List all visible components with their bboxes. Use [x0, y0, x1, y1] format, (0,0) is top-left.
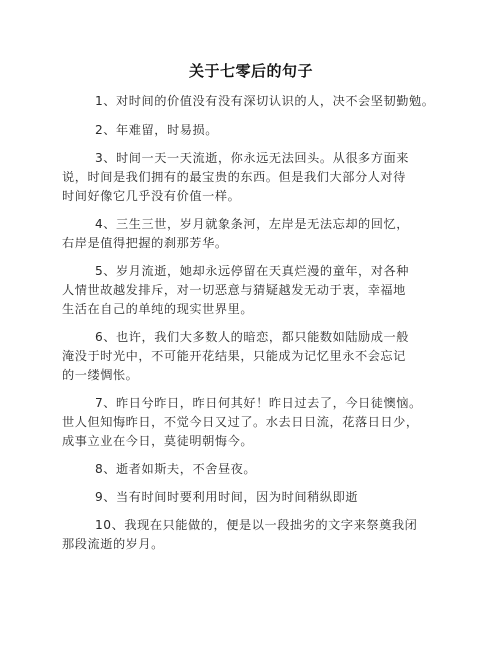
text-line: 那段流逝的岁月。 — [62, 537, 164, 551]
text-line: 人情世故越发排斥，对一切恶意与猜疑越发无动于衷，幸福地 — [62, 283, 406, 297]
text-line: 6、也许，我们大多数人的暗恋，都只能数如陆励成一般 — [95, 330, 410, 344]
text-line: 3、时间一天一天流逝，你永远无法回头。从很多方面来 — [95, 151, 410, 165]
text-line: 的一缕惆怅。 — [62, 368, 139, 382]
page-title: 关于七零后的句子 — [188, 62, 313, 80]
text-line: 右岸是值得把握的刹那芳华。 — [62, 236, 228, 250]
text-line: 淹没于时光中，不可能开花结果，只能成为记忆里永不会忘记 — [62, 349, 406, 363]
text-line: 说，时间是我们拥有的最宝贵的东西。但是我们大部分人对待 — [62, 170, 406, 184]
text-line: 10、我现在只能做的，便是以一段拙劣的文字来祭奠我闭 — [95, 518, 418, 532]
text-line: 时间好像它几乎没有价值一样。 — [62, 189, 241, 203]
text-line: 9、当有时间时要利用时间，因为时间稍纵即逝 — [95, 490, 359, 504]
text-line: 5、岁月流逝，她却永远停留在天真烂漫的童年，对各种 — [95, 264, 410, 278]
text-line: 7、昨日兮昨日，昨日何其好！昨日过去了，今日徒懊恼。 — [95, 396, 422, 410]
text-line: 2、年难留，时易损。 — [95, 123, 218, 137]
text-line: 生活在自己的单纯的现实世界里。 — [62, 302, 254, 316]
text-line: 8、逝者如斯夫，不舍昼夜。 — [95, 462, 257, 476]
text-line: 1、对时间的价值没有没有深切认识的人，决不会坚韧勤勉。 — [95, 94, 435, 108]
text-line: 4、三生三世，岁月就象条河，左岸是无法忘却的回忆， — [95, 217, 410, 231]
text-line: 成事立业在今日，莫徒明朝悔今。 — [62, 434, 254, 448]
text-line: 世人但知悔昨日，不觉今日又过了。水去日日流，花落日日少， — [62, 415, 419, 429]
